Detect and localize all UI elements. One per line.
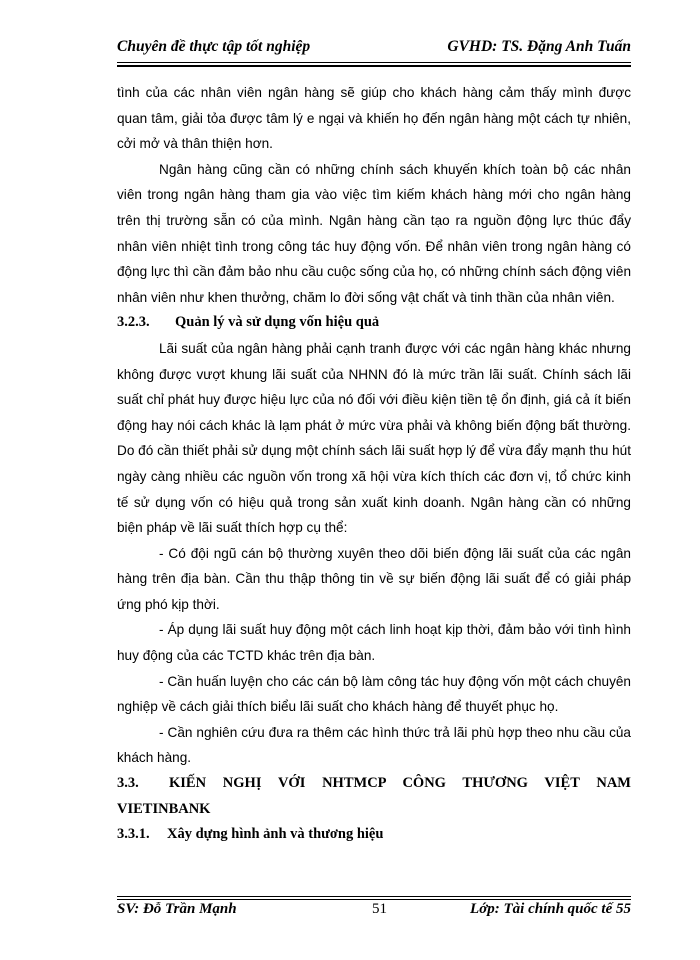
bullet-item: - Có đội ngũ cán bộ thường xuyên theo dõi biến động lãi suất của các ngân hàng trên địa bàn. Cần thu thập thông tin về sự biến động lãi suất để có giải pháp ứng phó kịp thời.	[117, 545, 631, 612]
section-number: 3.3.	[117, 775, 139, 792]
paragraph-incentive-policy: Ngân hàng cũng cần có những chính sách khuyến khích toàn bộ các nhân viên trong ngân hàng tham gia vào việc tìm kiếm khách hàng mới cho ngân hàng trên thị trường sẵn có của mình. Ngân hàng cần tạo ra nguồn động lực thúc đẩy nhân viên nhiệt tình trong công tác huy động vốn. Để nhân viên trong ngân hàng có động lực thì cần đảm bảo nhu cầu cuộc sống của họ, có những chính sách động viên nhân viên như khen thưởng, chăm lo đời sống vật chất và tinh thần của nhân viên.	[117, 161, 631, 305]
header-title: Chuyên đề thực tập tốt nghiệp	[117, 38, 311, 55]
header-rule	[117, 62, 631, 63]
bullet-item: - Áp dụng lãi suất huy động một cách linh hoạt kịp thời, đảm bảo với tình hình huy động của các TCTD khác trên địa bàn.	[117, 622, 631, 664]
section-number: 3.3.1.	[117, 826, 150, 843]
section-title: Xây dựng hình ảnh và thương hiệu	[167, 826, 384, 843]
page-body	[117, 80, 631, 848]
section-heading-3-3-1	[117, 822, 631, 848]
paragraph-interest-rate: Lãi suất của ngân hàng phải cạnh tranh được với các ngân hàng khác nhưng không được vượt khung lãi suất của NHNN đó là mức trần lãi suất. Chính sách lãi suất chỉ phát huy được hiệu lực của nó đối với điều kiện tiền tệ ổn định, giá cả ít biến động hay nói cách khác là lạm phát ở mức vừa phải và không biến động bất thường. Do đó cần thiết phải sử dụng một chính sách lãi suất hợp lý để vừa đẩy mạnh thu hút ngày càng nhiều các nguồn vốn trong xã hội vừa kích thích các đơn vị, tổ chức kinh tế sử dụng vốn có hiệu quả trong sản xuất kinh doanh. Ngân hàng cần có những biện pháp về lãi suất thích hợp cụ thể:	[117, 340, 631, 536]
paragraph-continuation: tình của các nhân viên ngân hàng sẽ giúp cho khách hàng cảm thấy mình được quan tâm, giải tỏa được tâm lý e ngại và khiến họ đến ngân hàng một cách tự nhiên, cởi mở và thân thiện hơn.	[117, 85, 631, 152]
page-footer	[117, 901, 631, 921]
header-advisor: GVHD: TS. Đặng Anh Tuấn	[447, 38, 631, 55]
section-title: KIẾN NGHỊ VỚI NHTMCP CÔNG THƯƠNG VIỆT NAM VIETINBANK	[117, 775, 631, 817]
bullet-item: - Cần huấn luyện cho các cán bộ làm công tác huy động vốn một cách chuyên nghiệp về cách giải thích biểu lãi suất cho khách hàng để thuyết phục họ.	[117, 673, 631, 715]
section-number: 3.2.3.	[117, 314, 150, 331]
bullet-item: - Cần nghiên cứu đưa ra thêm các hình thức trả lãi phù hợp theo nhu cầu của khách hàng.	[117, 724, 631, 766]
section-heading-3-2-3	[117, 310, 631, 336]
section-title: Quản lý và sử dụng vốn hiệu quả	[175, 314, 380, 331]
footer-rule-thick	[117, 896, 631, 897]
footer-class: Lớp: Tài chính quốc tế 55	[470, 901, 631, 917]
page-header	[117, 38, 631, 56]
footer-student: SV: Đỗ Trần Mạnh	[117, 901, 237, 917]
header-rule-thick	[117, 65, 631, 67]
page-number: 51	[372, 901, 387, 917]
section-heading-3-3	[117, 771, 631, 822]
footer-rule	[117, 899, 631, 900]
